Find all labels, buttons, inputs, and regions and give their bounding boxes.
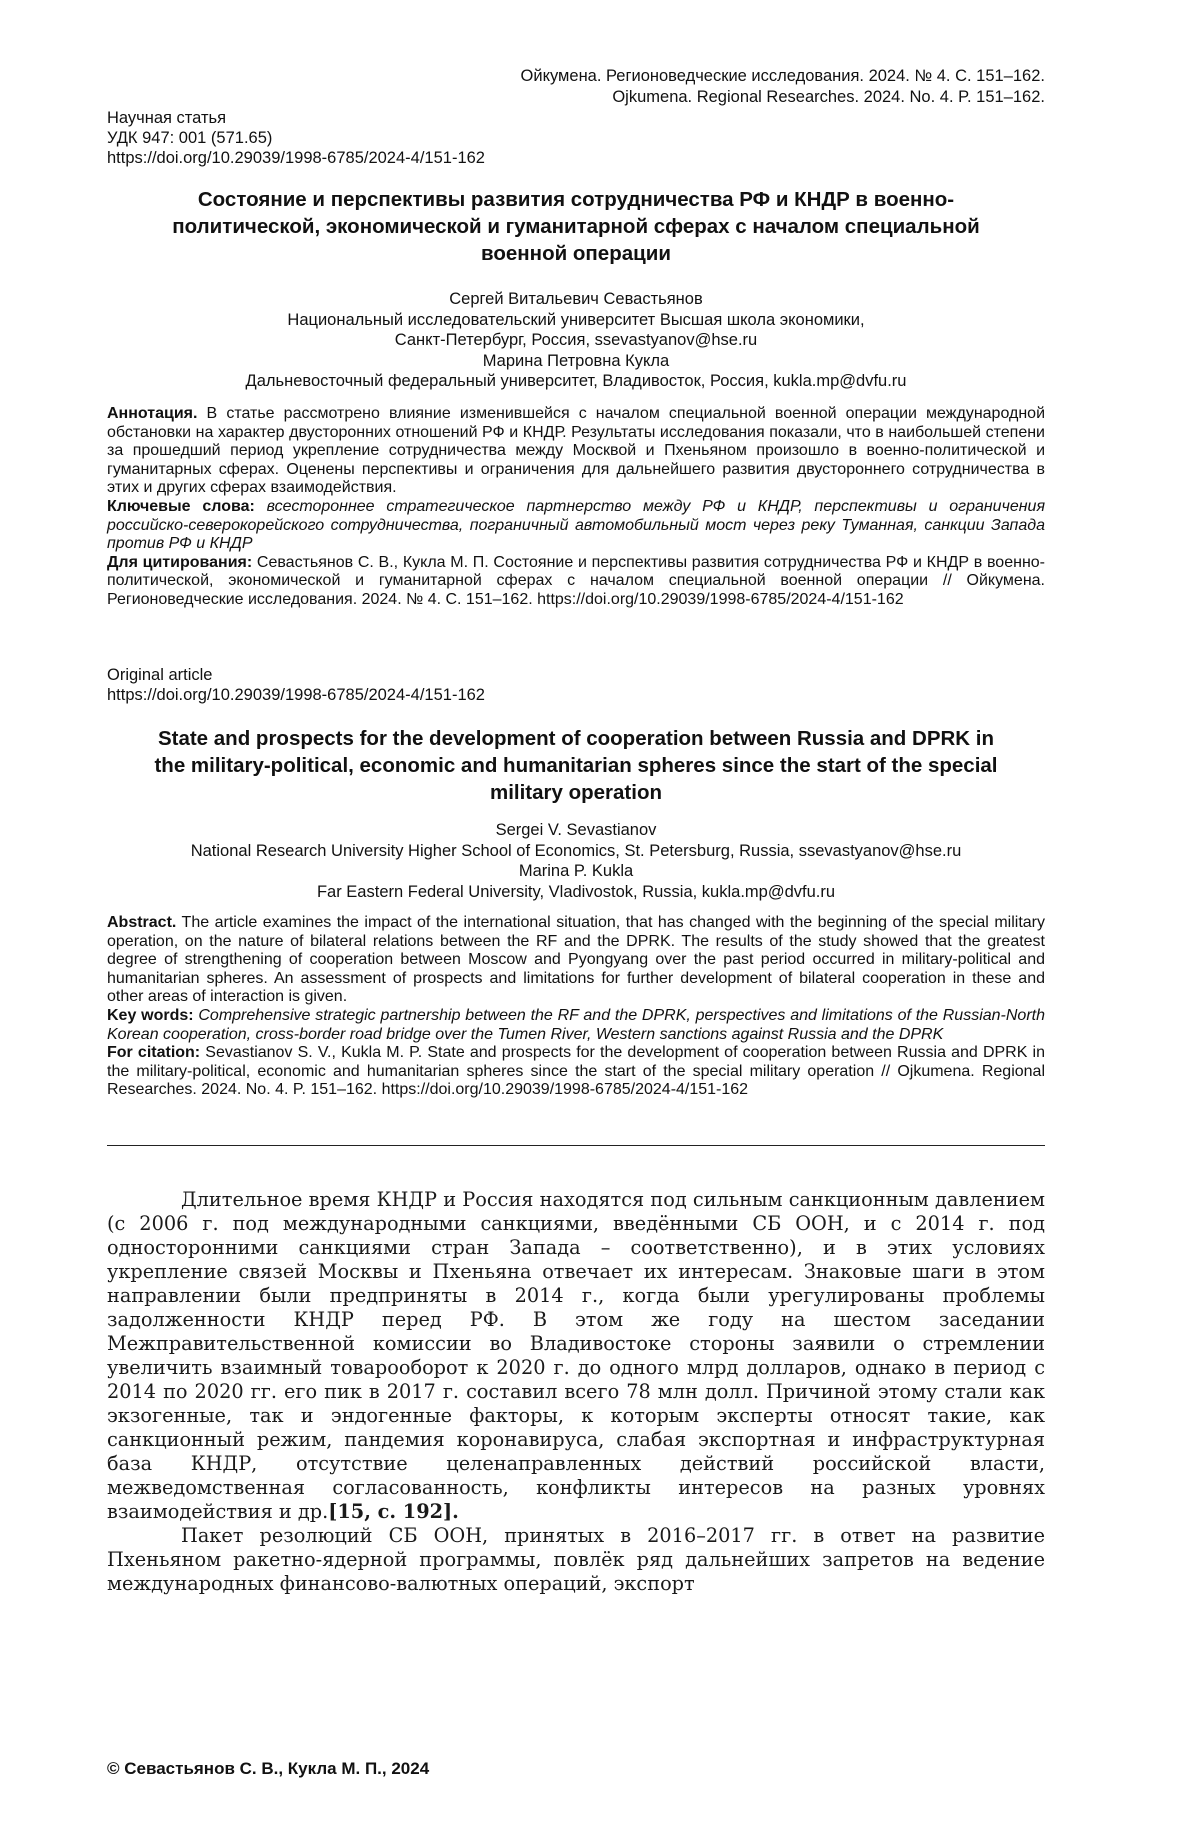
body-paragraph (107, 1188, 1045, 1524)
citation-en (107, 1044, 1045, 1100)
abstract-ru (107, 405, 1045, 498)
author-affiliation: Санкт-Петербург, Россия, ssevastyanov@hse.ru (107, 330, 1045, 351)
keywords-en (107, 1007, 1045, 1044)
udc-code: УДК 947: 001 (571.65) (107, 128, 485, 148)
title-ru-line: политической, экономической и гуманитарной сферах с началом специальной (107, 213, 1045, 240)
keywords-label: Ключевые слова: (107, 498, 255, 515)
reference-citation: [15, с. 192]. (328, 1500, 459, 1523)
author-name: Marina P. Kukla (107, 861, 1045, 882)
author-affiliation: Far Eastern Federal University, Vladivostok, Russia, kukla.mp@dvfu.ru (107, 882, 1045, 903)
doi-link-ru[interactable]: https://doi.org/10.29039/1998-6785/2024-4/151-162 (107, 148, 485, 168)
title-ru-line: военной операции (107, 240, 1045, 267)
article-type-ru: Научная статья (107, 108, 485, 128)
abstract-label: Abstract. (107, 914, 176, 931)
title-en (107, 725, 1045, 806)
citation-text: Севастьянов С. В., Кукла М. П. Состояние и перспективы развития сотрудничества РФ и КНДР в военно-политической, экономической и гуманитарной сферах с началом специальной военной операции // Ойкумена. Регионоведческие исследования. 2024. № 4. С. 151–162. https://doi.org/10.29039/1998-6785/2024-4/151-162 (107, 554, 1045, 608)
author-name: Марина Петровна Кукла (107, 351, 1045, 372)
keywords-label: Key words: (107, 1007, 194, 1024)
section-divider (107, 1145, 1045, 1146)
abstract-text: В статье рассмотрено влияние изменившейся с началом специальной военной операции международной обстановки на характер двусторонних отношений РФ и КНДР. Результаты исследования показали, что в наибольшей степени за прошедший период укрепление сотрудничества между Москвой и Пхеньяном произошло в военно-политической и гуманитарных сферах. Оценены перспективы и ограничения для дальнейшего развития двустороннего сотрудничества в этих и других сферах взаимодействия. (107, 405, 1045, 496)
ru-article-meta (107, 108, 485, 168)
keywords-text: Comprehensive strategic partnership between the RF and the DPRK, perspectives and limitations of the Russian-North Korean cooperation, cross-border road bridge over the Tumen River, Western sanctions against Russia and the DPRK (107, 1007, 1045, 1043)
abstract-label: Аннотация. (107, 405, 197, 422)
abstract-en (107, 914, 1045, 1007)
abstract-text: The article examines the impact of the international situation, that has changed with the beginning of the special military operation, on the nature of bilateral relations between the RF and the DPRK. The results of the study showed that the greatest degree of strengthening of cooperation between Moscow and Pyongyang over the past period occurred in military-political and humanitarian spheres. An assessment of prospects and limitations for further development of bilateral cooperation in these and other areas of interaction is given. (107, 914, 1045, 1005)
copyright-notice: © Севастьянов С. В., Кукла М. П., 2024 (107, 1759, 429, 1779)
abstract-block-en (107, 914, 1045, 1100)
en-article-meta (107, 665, 485, 705)
keywords-text: всестороннее стратегическое партнерство между РФ и КНДР, перспективы и ограничения российско-северокорейского сотрудничества, пограничный автомобильный мост через реку Туманная, санкции Запада против РФ и КНДР (107, 498, 1045, 552)
title-ru-line: Состояние и перспективы развития сотрудничества РФ и КНДР в военно- (107, 186, 1045, 213)
journal-header (521, 66, 1045, 108)
journal-citation-ru: Ойкумена. Регионоведческие исследования. 2024. № 4. С. 151–162. (521, 66, 1045, 87)
keywords-ru (107, 498, 1045, 554)
citation-text: Sevastianov S. V., Kukla M. P. State and prospects for the development of cooperation between Russia and DPRK in the military-political, economic and humanitarian spheres since the start of the special military operation // Ojkumena. Regional Researches. 2024. No. 4. P. 151–162. https://doi.org/10.29039/1998-6785/2024-4/151-162 (107, 1044, 1045, 1098)
title-en-line: State and prospects for the development of cooperation between Russia and DPRK in (107, 725, 1045, 752)
authors-en (107, 820, 1045, 902)
authors-ru (107, 289, 1045, 392)
article-type-en: Original article (107, 665, 485, 685)
title-en-line: the military-political, economic and humanitarian spheres since the start of the special (107, 752, 1045, 779)
abstract-block-ru (107, 405, 1045, 610)
author-name: Sergei V. Sevastianov (107, 820, 1045, 841)
author-affiliation: National Research University Higher School of Economics, St. Petersburg, Russia, ssevastyanov@hse.ru (107, 841, 1045, 862)
body-paragraph: Пакет резолюций СБ ООН, принятых в 2016–2017 гг. в ответ на развитие Пхеньяном ракетно-ядерной программы, повлёк ряд дальнейших запретов на ведение международных финансово-валютных операций, экспорт (107, 1524, 1045, 1596)
doi-link-en[interactable]: https://doi.org/10.29039/1998-6785/2024-4/151-162 (107, 685, 485, 705)
article-page (107, 0, 1045, 1835)
title-en-line: military operation (107, 779, 1045, 806)
author-affiliation: Национальный исследовательский университет Высшая школа экономики, (107, 310, 1045, 331)
author-affiliation: Дальневосточный федеральный университет, Владивосток, Россия, kukla.mp@dvfu.ru (107, 371, 1045, 392)
citation-ru (107, 554, 1045, 610)
body-paragraph-text: Длительное время КНДР и Россия находятся под сильным санкционным давлением (с 2006 г. под международными санкциями, введёнными СБ ООН, и с 2014 г. под односторонними санкциями стран Запада – соответственно), и в этих условиях укрепление связей Москвы и Пхеньяна отвечает их интересам. Знаковые шаги в этом направлении были предприняты в 2014 г., когда были урегулированы проблемы задолженности КНДР перед РФ. В этом же году на шестом заседании Межправительственной комиссии во Владивостоке стороны заявили о стремлении увеличить взаимный товарооборот к 2020 г. до одного млрд долларов, однако в период с 2014 по 2020 гг. его пик в 2017 г. составил всего 78 млн долл. Причиной этому стали как экзогенные, так и эндогенные факторы, к которым эксперты относят такие, как санкционный режим, пандемия коронавируса, слабая экспортная и инфраструктурная база КНДР, отсутствие целенаправленных действий российской власти, межведомственная согласованность, конфликты интересов на разных уровнях взаимодействия и др. (107, 1188, 1045, 1523)
author-name: Сергей Витальевич Севастьянов (107, 289, 1045, 310)
citation-label: Для цитирования: (107, 554, 252, 571)
title-ru (107, 186, 1045, 267)
article-body (107, 1188, 1045, 1596)
citation-label: For citation: (107, 1044, 200, 1061)
journal-citation-en: Ojkumena. Regional Researches. 2024. No. 4. P. 151–162. (521, 87, 1045, 108)
